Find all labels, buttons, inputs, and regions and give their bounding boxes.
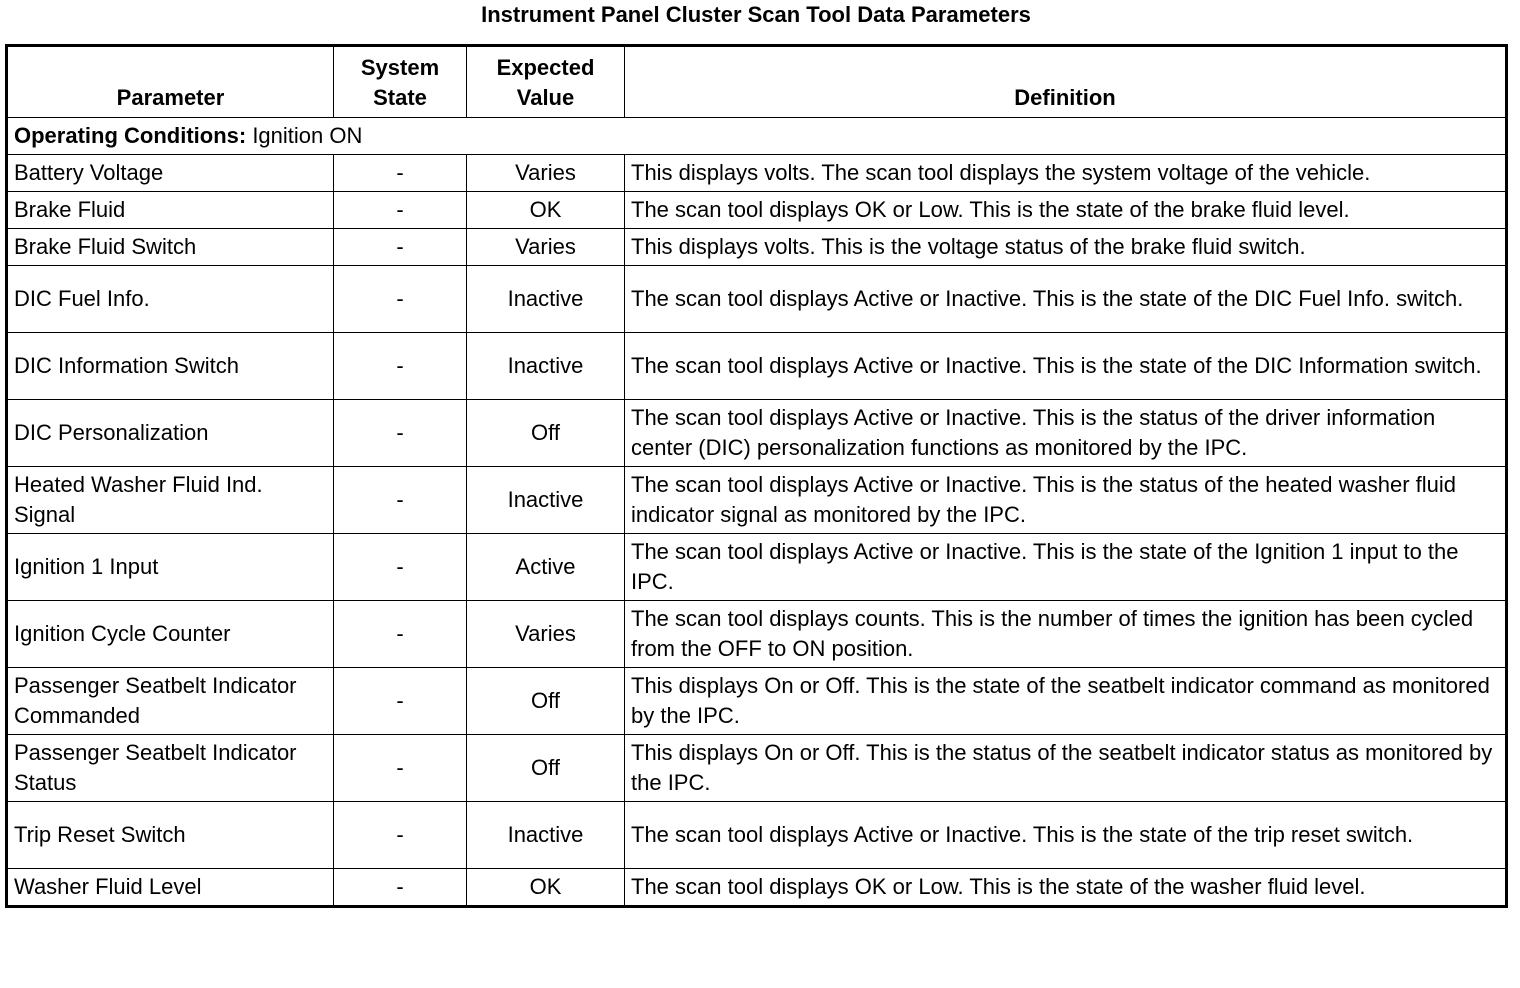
system-state-cell: - — [334, 668, 467, 735]
system-state-cell: - — [334, 229, 467, 266]
table-row — [7, 735, 1507, 802]
parameter-cell: Brake Fluid Switch — [7, 229, 334, 266]
system-state-cell: - — [334, 333, 467, 400]
header-system-state-line1: System — [360, 55, 440, 80]
system-state-cell: - — [334, 869, 467, 907]
table-row — [7, 333, 1507, 400]
expected-value-cell: Varies — [467, 229, 625, 266]
system-state-cell: - — [334, 467, 467, 534]
expected-value-cell: Inactive — [467, 467, 625, 534]
table-row — [7, 668, 1507, 735]
expected-value-cell: Off — [467, 400, 625, 467]
system-state-cell: - — [334, 802, 467, 869]
definition-cell: The scan tool displays OK or Low. This is the state of the washer fluid level. — [625, 869, 1507, 907]
definition-cell: The scan tool displays OK or Low. This is the state of the brake fluid level. — [625, 192, 1507, 229]
system-state-cell: - — [334, 601, 467, 668]
header-row — [7, 46, 1507, 118]
definition-cell: The scan tool displays Active or Inactive. This is the status of the driver information center (DIC) personalization functions as monitored by the IPC. — [625, 400, 1507, 467]
header-expected-value-line1: Expected — [496, 55, 595, 80]
parameter-cell: Heated Washer Fluid Ind. Signal — [7, 467, 334, 534]
table-row — [7, 400, 1507, 467]
definition-cell: This displays volts. This is the voltage status of the brake fluid switch. — [625, 229, 1507, 266]
operating-conditions-row — [7, 118, 1507, 155]
scan-tool-data-table — [5, 44, 1508, 908]
header-expected-value-line2: Value — [516, 85, 575, 110]
table-row — [7, 869, 1507, 907]
definition-cell: The scan tool displays counts. This is the number of times the ignition has been cycled from the OFF to ON position. — [625, 601, 1507, 668]
header-definition — [625, 46, 1507, 118]
table-row — [7, 192, 1507, 229]
definition-cell: This displays On or Off. This is the state of the seatbelt indicator command as monitored by the IPC. — [625, 668, 1507, 735]
page-title: Instrument Panel Cluster Scan Tool Data Parameters — [481, 2, 1031, 27]
parameter-cell: DIC Personalization — [7, 400, 334, 467]
system-state-cell: - — [334, 534, 467, 601]
header-system-state — [334, 46, 467, 118]
expected-value-cell: Inactive — [467, 333, 625, 400]
system-state-cell: - — [334, 735, 467, 802]
header-definition-label: Definition — [1014, 85, 1116, 110]
operating-conditions-value: Ignition ON — [246, 123, 363, 148]
table-row — [7, 601, 1507, 668]
header-expected-value — [467, 46, 625, 118]
parameter-cell: Trip Reset Switch — [7, 802, 334, 869]
definition-cell: The scan tool displays Active or Inactive. This is the state of the DIC Fuel Info. switch. — [625, 266, 1507, 333]
parameter-cell: Passenger Seatbelt Indicator Status — [7, 735, 334, 802]
definition-cell: The scan tool displays Active or Inactive. This is the state of the Ignition 1 input to the IPC. — [625, 534, 1507, 601]
expected-value-cell: Off — [467, 735, 625, 802]
expected-value-cell: Varies — [467, 601, 625, 668]
system-state-cell: - — [334, 155, 467, 192]
expected-value-cell: Varies — [467, 155, 625, 192]
parameter-cell: Battery Voltage — [7, 155, 334, 192]
header-parameter-label: Parameter — [116, 85, 225, 110]
parameter-cell: Washer Fluid Level — [7, 869, 334, 907]
definition-cell: The scan tool displays Active or Inactive. This is the state of the trip reset switch. — [625, 802, 1507, 869]
definition-cell: This displays volts. The scan tool displays the system voltage of the vehicle. — [625, 155, 1507, 192]
table-row — [7, 229, 1507, 266]
expected-value-cell: OK — [467, 192, 625, 229]
expected-value-cell: Inactive — [467, 266, 625, 333]
parameter-cell: DIC Fuel Info. — [7, 266, 334, 333]
header-parameter — [7, 46, 334, 118]
system-state-cell: - — [334, 400, 467, 467]
definition-cell: This displays On or Off. This is the status of the seatbelt indicator status as monitored by the IPC. — [625, 735, 1507, 802]
system-state-cell: - — [334, 266, 467, 333]
operating-conditions-cell — [7, 118, 1507, 155]
expected-value-cell: Inactive — [467, 802, 625, 869]
table-row — [7, 467, 1507, 534]
table-row — [7, 266, 1507, 333]
table-row — [7, 155, 1507, 192]
expected-value-cell: OK — [467, 869, 625, 907]
definition-cell: The scan tool displays Active or Inactive. This is the state of the DIC Information switch. — [625, 333, 1507, 400]
parameter-cell: Ignition Cycle Counter — [7, 601, 334, 668]
parameter-cell: Brake Fluid — [7, 192, 334, 229]
expected-value-cell: Off — [467, 668, 625, 735]
operating-conditions-label: Operating Conditions: — [14, 123, 247, 148]
parameter-cell: Ignition 1 Input — [7, 534, 334, 601]
header-system-state-line2: State — [373, 85, 427, 110]
definition-cell: The scan tool displays Active or Inactive. This is the status of the heated washer fluid indicator signal as monitored by the IPC. — [625, 467, 1507, 534]
parameter-cell: DIC Information Switch — [7, 333, 334, 400]
table-row — [7, 802, 1507, 869]
table-row — [7, 534, 1507, 601]
expected-value-cell: Active — [467, 534, 625, 601]
system-state-cell: - — [334, 192, 467, 229]
parameter-cell: Passenger Seatbelt Indicator Commanded — [7, 668, 334, 735]
